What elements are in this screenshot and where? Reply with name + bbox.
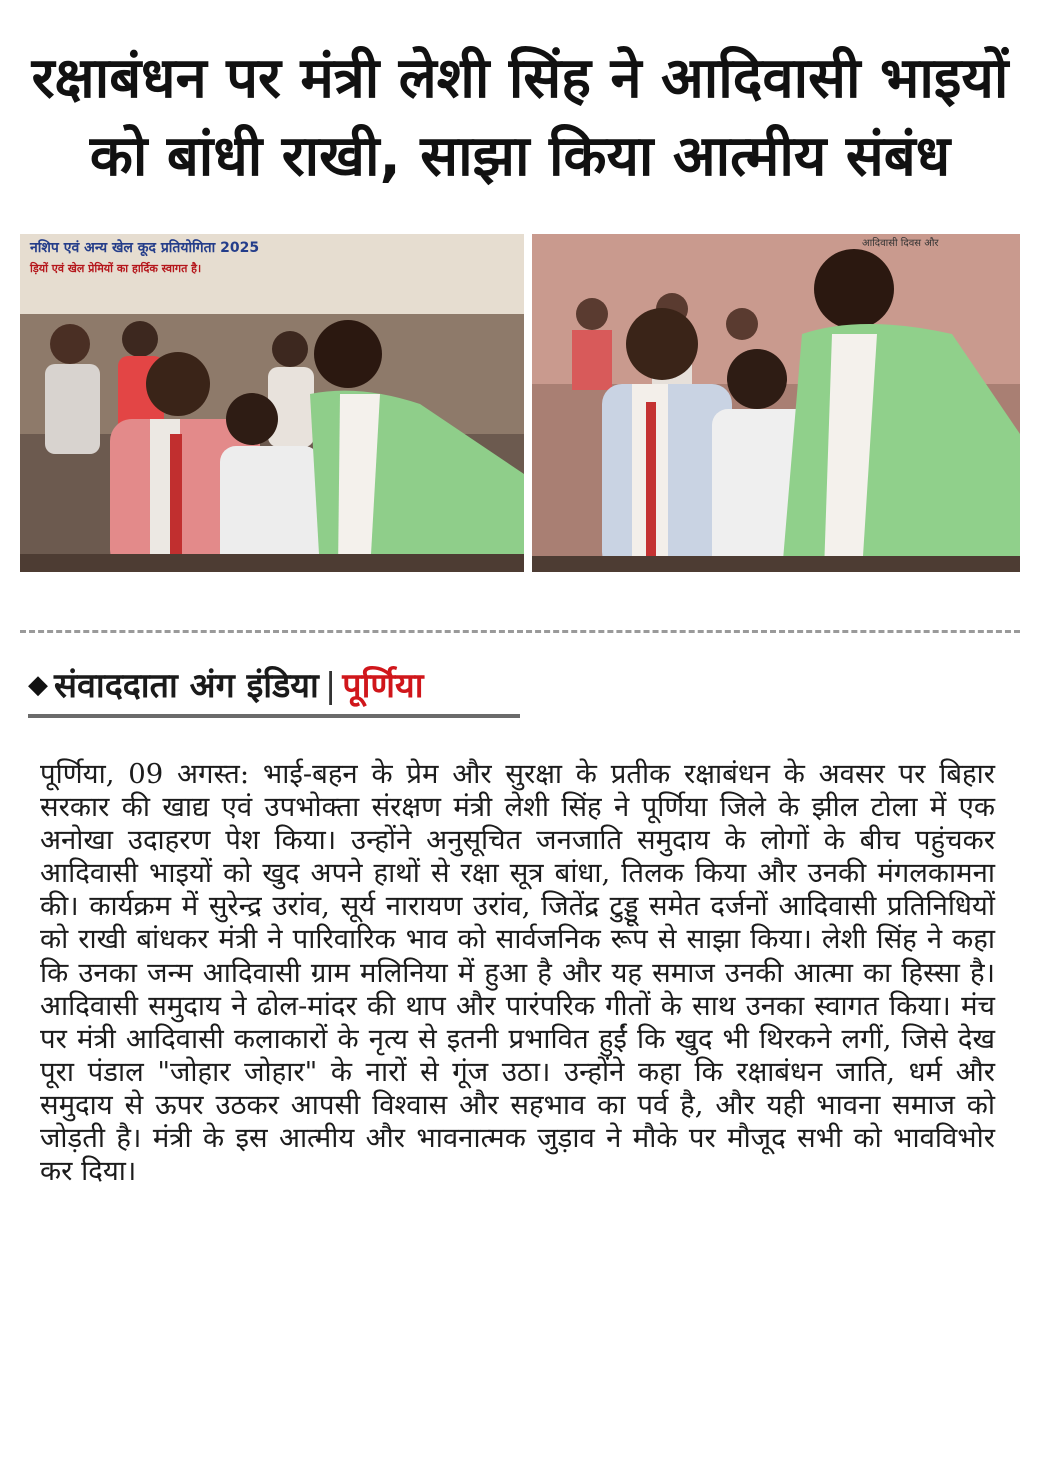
- headline-line-1: रक्षाबंधन पर मंत्री लेशी सिंह ने आदिवासी भाइयों: [31, 46, 1009, 111]
- photo-left-banner-line-1: नशिप एवं अन्य खेल कूद प्रतियोगिता 2025: [30, 240, 260, 256]
- photo-right-banner-line-1: आदिवासी दिवस और: [862, 238, 939, 249]
- byline-underline: [28, 714, 520, 718]
- byline-reporter: संवाददाता अंग इंडिया: [54, 666, 319, 706]
- photo-left-banner-line-2: ड़ियों एवं खेल प्रेमियों का हार्दिक स्वागत है।: [30, 262, 202, 275]
- byline-place: पूर्णिया: [342, 666, 424, 706]
- byline-separator: |: [324, 666, 337, 706]
- byline: [28, 660, 424, 710]
- diamond-icon: ◆: [28, 670, 48, 700]
- photo-right-illustration: [532, 234, 1020, 572]
- photo-left: [20, 234, 524, 572]
- article-body: पूर्णिया, 09 अगस्त: भाई-बहन के प्रेम और सुरक्षा के प्रतीक रक्षाबंधन के अवसर पर बिहार सरकार की खाद्य एवं उपभोक्ता संरक्षण मंत्री लेशी सिंह ने पूर्णिया जिले के झील टोला में एक अनोखा उदाहरण पेश किया। उन्होंने अनुसूचित जनजाति समुदाय के लोगों के बीच पहुंचकर आदिवासी भाइयों को खुद अपने हाथों से रक्षा सूत्र बांधा, तिलक किया और उनकी मंगलकामना की। कार्यक्रम में सुरेन्द्र उरांव, सूर्य नारायण उरांव, जितेंद्र टुड्डू समेत दर्जनों आदिवासी प्रतिनिधियों को राखी बांधकर मंत्री ने पारिवारिक भाव को सार्वजनिक रूप से साझा किया। लेशी सिंह ने कहा कि उनका जन्म आदिवासी ग्राम मलिनिया में हुआ है और यह समाज उनकी आत्मा का हिस्सा है। आदिवासी समुदाय ने ढोल-मांदर की थाप और पारंपरिक गीतों के साथ उनका स्वागत किया। मंच पर मंत्री आदिवासी कलाकारों के नृत्य से इतनी प्रभावित हुईं कि खुद भी थिरकने लगीं, जिसे देख पूरा पंडाल "जोहार जोहार" के नारों से गूंज उठा। उन्होंने कहा कि रक्षाबंधन जाति, धर्म और समुदाय से ऊपर उठकर आपसी विश्वास और सहभाव का पर्व है, और यही भावना समाज को जोड़ती है। मंत्री के इस आत्मीय और भावनात्मक जुड़ाव ने मौके पर मौजूद सभी को भावविभोर कर दिया।: [40, 758, 995, 1188]
- section-divider: [20, 630, 1020, 633]
- photo-right: [532, 234, 1020, 572]
- headline-line-2: को बांधी राखी, साझा किया आत्मीय संबंध: [89, 124, 951, 189]
- photo-left-illustration: [20, 234, 524, 572]
- headline: [20, 40, 1020, 196]
